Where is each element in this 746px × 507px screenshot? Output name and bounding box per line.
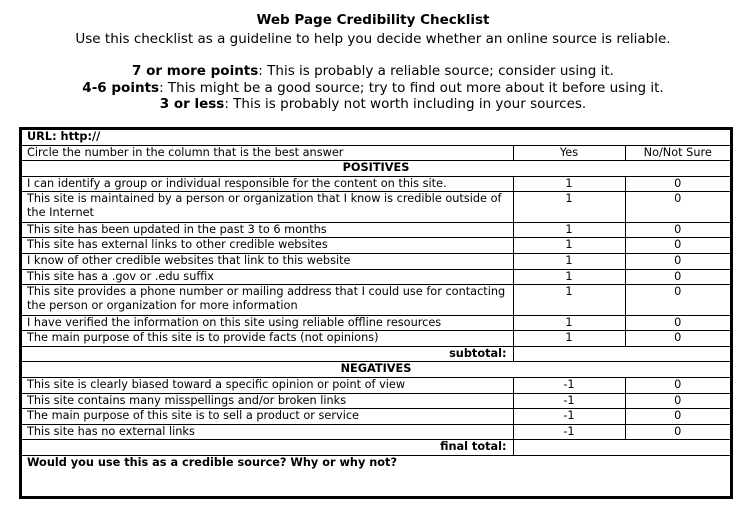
yes-score[interactable]: 1	[513, 269, 625, 285]
criterion-medium	[0, 80, 746, 96]
criterion-range: 3 or less	[159, 96, 225, 112]
table-row	[22, 315, 730, 331]
yes-score[interactable]: -1	[513, 393, 625, 409]
table-row	[22, 253, 730, 269]
url-row	[22, 130, 730, 145]
no-score[interactable]: 0	[625, 331, 730, 347]
no-score[interactable]: 0	[625, 269, 730, 285]
final-total-label: final total:	[22, 440, 513, 456]
subtotal-field[interactable]	[513, 346, 730, 362]
table-row	[22, 176, 730, 192]
no-score[interactable]: 0	[625, 409, 730, 425]
criterion-label: This site is clearly biased toward a specific opinion or point of view	[22, 377, 513, 393]
question-row	[22, 455, 730, 496]
yes-score[interactable]: 1	[513, 331, 625, 347]
criterion-label: This site is maintained by a person or organization that I know is credible outside of the Internet	[22, 192, 513, 222]
criterion-text: : This is probably not worth including in your sources.	[224, 96, 587, 112]
subtotal-row	[22, 346, 730, 362]
table-row	[22, 285, 730, 315]
column-header-yes: Yes	[513, 145, 625, 161]
url-field[interactable]: URL: http://	[22, 130, 730, 145]
yes-score[interactable]: -1	[513, 409, 625, 425]
criterion-text: : This is probably a reliable source; consider using it.	[258, 63, 614, 79]
positives-heading: POSITIVES	[22, 161, 730, 177]
criterion-label: This site provides a phone number or mailing address that I could use for contacting the person or organization for more information	[22, 285, 513, 315]
subtotal-label: subtotal:	[22, 346, 513, 362]
yes-score[interactable]: -1	[513, 424, 625, 440]
criterion-low	[0, 96, 746, 112]
no-score[interactable]: 0	[625, 238, 730, 254]
reflection-question[interactable]: Would you use this as a credible source? Why or why not?	[22, 455, 730, 496]
positives-section-row	[22, 161, 730, 177]
no-score[interactable]: 0	[625, 285, 730, 315]
table-row	[22, 222, 730, 238]
criterion-label: The main purpose of this site is to sell a product or service	[22, 409, 513, 425]
page-title: Web Page Credibility Checklist	[256, 12, 490, 28]
criterion-high	[0, 63, 746, 79]
criterion-label: This site has been updated in the past 3 to 6 months	[22, 222, 513, 238]
no-score[interactable]: 0	[625, 176, 730, 192]
yes-score[interactable]: 1	[513, 176, 625, 192]
yes-score[interactable]: 1	[513, 285, 625, 315]
table-row	[22, 269, 730, 285]
final-total-field[interactable]	[513, 440, 730, 456]
no-score[interactable]: 0	[625, 424, 730, 440]
instruction-text: Circle the number in the column that is the best answer	[22, 145, 513, 161]
yes-score[interactable]: 1	[513, 238, 625, 254]
checklist-sheet	[19, 127, 733, 499]
criterion-label: I know of other credible websites that link to this website	[22, 253, 513, 269]
table-row	[22, 331, 730, 347]
no-score[interactable]: 0	[625, 393, 730, 409]
criterion-label: The main purpose of this site is to provide facts (not opinions)	[22, 331, 513, 347]
table-row	[22, 393, 730, 409]
criterion-label: I have verified the information on this site using reliable offline resources	[22, 315, 513, 331]
table-row	[22, 192, 730, 222]
criterion-label: This site has external links to other credible websites	[22, 238, 513, 254]
no-score[interactable]: 0	[625, 222, 730, 238]
yes-score[interactable]: 1	[513, 222, 625, 238]
no-score[interactable]: 0	[625, 192, 730, 222]
checklist-table	[22, 130, 730, 496]
yes-score[interactable]: 1	[513, 253, 625, 269]
header-row	[22, 145, 730, 161]
yes-score[interactable]: 1	[513, 192, 625, 222]
table-row	[22, 238, 730, 254]
yes-score[interactable]: 1	[513, 315, 625, 331]
criterion-range: 4-6 points	[82, 80, 160, 96]
column-header-no: No/Not Sure	[625, 145, 730, 161]
final-total-row	[22, 440, 730, 456]
yes-score[interactable]: -1	[513, 377, 625, 393]
criterion-label: I can identify a group or individual responsible for the content on this site.	[22, 176, 513, 192]
no-score[interactable]: 0	[625, 377, 730, 393]
criterion-range: 7 or more points	[132, 63, 259, 79]
page-subtitle: Use this checklist as a guideline to help you decide whether an online source is reliable.	[75, 31, 671, 47]
criterion-label: This site contains many misspellings and/or broken links	[22, 393, 513, 409]
criterion-label: This site has no external links	[22, 424, 513, 440]
no-score[interactable]: 0	[625, 315, 730, 331]
table-row	[22, 424, 730, 440]
criterion-text: : This might be a good source; try to find out more about it before using it.	[159, 80, 664, 96]
negatives-heading: NEGATIVES	[22, 362, 730, 378]
negatives-section-row	[22, 362, 730, 378]
table-row	[22, 409, 730, 425]
no-score[interactable]: 0	[625, 253, 730, 269]
criterion-label: This site has a .gov or .edu suffix	[22, 269, 513, 285]
table-row	[22, 377, 730, 393]
